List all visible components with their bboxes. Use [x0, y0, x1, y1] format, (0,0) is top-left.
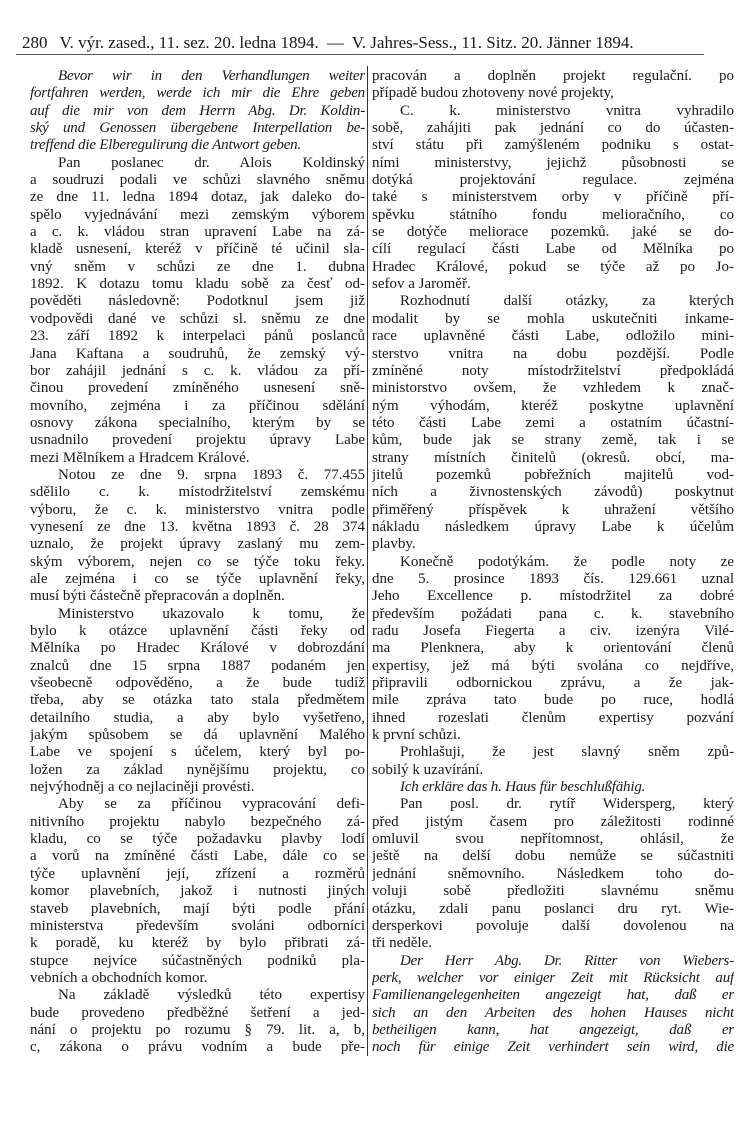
text-line: c, zákona o právu vodním a bude pře- [30, 1039, 365, 1056]
right-column [372, 68, 734, 1057]
paragraph [30, 155, 365, 467]
text-line: vynesení ze dne 13. května 1893 č. 28 374 [30, 518, 365, 535]
text-line: a vorů na zmíněné části Labe, dále co se [30, 848, 365, 865]
text-line: Pan posl. dr. rytíř Widersperg, který [400, 796, 734, 813]
text-line: dersperkovi povoluje další dovolenou na [372, 917, 734, 934]
text-line: případě budou zhotoveny nové projekty, [372, 85, 614, 102]
text-line: nání o projektu po rozumu § 79. lit. a, b, [30, 1021, 365, 1038]
text-line: noch für einige Zeit verhindert sein wird, die [372, 1039, 734, 1056]
text-line: otázku, zdali panu poslanci dru ryt. Wie- [372, 900, 734, 917]
text-line: ihned rozeslati členům expertisy pozvání [372, 709, 734, 726]
text-line: movního, zejména i za příčinou sdělání [30, 397, 365, 414]
text-line: cílí regulací části Labe od Mělníka po [372, 241, 734, 258]
text-line: a c. k. vládou stran upravení Labe na zá- [30, 224, 365, 241]
text-line: tři neděle. [372, 935, 432, 952]
text-line: dne 5. prosince 1893 čís. 129.661 uznal [372, 570, 734, 587]
text-line: třeba, aby se otázka tato stala předmětem [30, 692, 365, 709]
text-line: detailního studia, a aby bylo vyšetřeno, [30, 709, 365, 726]
text-line: jednání sněmovního. Následkem toho do- [372, 865, 734, 882]
text-line: výboru, že c. k. ministerstvo vnitra podle [30, 501, 365, 518]
text-line: Konečně podotýkám. že podle noty ze [400, 553, 734, 570]
text-line: Notou ze dne 9. srpna 1893 č. 77.455 [58, 466, 365, 483]
text-line: modalit by se mohla uskutečniti inkame- [372, 310, 734, 327]
text-line: strany místních činitelů (okresů. obcí, ma- [372, 449, 734, 466]
paragraph [30, 68, 365, 155]
text-line: ministerstva především svoláni odborníci [30, 917, 365, 934]
text-line: této části Labe zemi a ostatním účastní- [372, 414, 734, 431]
text-line: k první schůzi. [372, 727, 461, 744]
text-line: ze dne 11. ledna 1894 dotaz, jak daleko do- [30, 189, 365, 206]
text-line: ních a živnostenských závodů) poskytnut [372, 484, 734, 501]
text-line: vodpovědi dané ve schůzi sl. sněmu ze dne [30, 310, 365, 327]
text-line: nákladu následkem úpravy Labe k účelům [372, 518, 734, 535]
text-line: sobě, zahájiti pak jednání co do účasten- [372, 120, 734, 137]
paragraph [372, 744, 734, 779]
paragraph [372, 293, 734, 553]
text-line: perk, welcher vor einiger Zeit mit Rücksicht auf [372, 969, 734, 986]
text-line: připravili odbornickou zprávu, a že jak- [372, 675, 734, 692]
text-line: ský und Genossen übergebene Interpellation be- [30, 120, 365, 137]
paragraph [30, 606, 365, 797]
text-line: bor zahájil jednání s c. k. vládou za pří- [30, 362, 365, 379]
running-header [22, 33, 702, 53]
text-line: treffend die Elberegulirung die Antwort geben. [30, 137, 302, 154]
text-line: usnadnilo provedení projektu úpravy Labe [30, 432, 365, 449]
text-line: mezi Mělníkem a Hradcem Králové. [30, 449, 250, 466]
paragraph [30, 796, 365, 987]
text-line: musí býti částečně přepracován a doplněn. [30, 588, 285, 605]
text-line: kům, bude jak se strany země, tak i se [372, 432, 734, 449]
text-line: Familienangelegenheiten angezeigt hat, daß er [372, 987, 734, 1004]
text-line: Rozhodnutí další otázky, za kterých [400, 293, 734, 310]
text-line: Jana Kaftana a soudruhů, že zemský vý- [30, 345, 365, 362]
text-line: ale zejména i co se týče uplavnění řeky, [30, 570, 365, 587]
text-line: betheiligen kann, hat angezeigt, daß er [372, 1021, 734, 1038]
text-line: Pan poslanec dr. Alois Koldinský [58, 154, 365, 171]
text-line: Jeho Excellence p. místodržitel za dobré [372, 588, 734, 605]
text-line: ními ministerstvy, jejichž působnosti se [372, 154, 734, 171]
text-line: osnovy zákona specialního, kterým by se [30, 414, 365, 431]
text-line: nitivního projektu nabylo bezpečného zá- [30, 813, 365, 830]
text-line: bylo k otázce uplavnění části řeky od [30, 623, 365, 639]
text-line: omluvil svou nepřítomnost, ohlásil, že [372, 831, 734, 848]
text-line: činou provedení zmíněného usnesení sně- [30, 380, 365, 397]
text-line: Prohlašuji, že jest slavný sněm způ- [400, 744, 734, 761]
text-line: zmíněné noty místodržitelství předpokládá [372, 362, 734, 379]
text-line: k poradě, ku kteréž by bylo přibrati zá- [30, 935, 365, 952]
text-line: auf die mir von dem Herrn Abg. Dr. Koldin- [30, 102, 365, 119]
text-line: přiměřený příspěvek k uhražení většího [372, 501, 734, 518]
text-line: vný sněm v schůzi ze dne 1. dubna [30, 258, 365, 275]
text-line: ložen za základ nynějšímu projektu, co [30, 761, 365, 778]
text-line: Na základě výsledků této expertisy [58, 987, 365, 1004]
paragraph [372, 953, 734, 1057]
text-line: všeobecně odpověděno, a že bude tudíž [30, 675, 365, 692]
header-dash: — [326, 33, 344, 52]
text-line: Ministerstvo ukazovalo k tomu, že [58, 605, 365, 622]
text-line: kladu, co se týče požadavku plavby lodí [30, 831, 365, 848]
text-line: ministorstvo ovšem, že vzhledem k znač- [372, 380, 734, 397]
paragraph [372, 779, 734, 796]
text-line: 1892. K dotazu tomu kladu sobě za česť od- [30, 276, 365, 293]
text-line: Hradec Králové, pokud se týče až po Jo- [372, 258, 734, 275]
text-line: a soudruzi podali ve schůzi slavného sněmu [30, 172, 365, 189]
text-line: spěvku státního fondu melioračního, co [372, 206, 734, 223]
text-line: nejvýhodněj a co nejlaciněji provésti. [30, 779, 255, 796]
text-line: stupce nejvíce súčastněných podniků pla- [30, 952, 365, 969]
text-line: Bevor wir in den Verhandlungen weiter [58, 68, 365, 84]
text-line: ským výborem, nejen co se týče toku řeky. [30, 553, 365, 570]
left-column [30, 68, 365, 1057]
text-line: jitelů pozemků pobřežních majitelů vod- [372, 466, 734, 483]
text-line: sich an den Arbeiten des hohen Hauses nicht [372, 1004, 734, 1021]
text-line: ještě na delší dobu nemůže se súčastniti [372, 848, 734, 865]
paragraph [30, 467, 365, 606]
text-line: sterstvo vnitra na dobu pozdější. Podle [372, 345, 734, 362]
paragraph [372, 68, 734, 103]
paragraph [372, 796, 734, 952]
text-line: plavby. [372, 536, 416, 553]
text-line: ství státu při zamýšleném podniku s ostat- [372, 137, 734, 154]
text-line: vebních a obchodních komor. [30, 969, 208, 986]
text-line: fortfahren werden, werde ich mir die Ehre geben [30, 85, 365, 102]
paragraph [30, 987, 365, 1056]
text-line: bude provedeno předběžné šetření a jed- [30, 1004, 365, 1021]
text-line: Ich erkläre das h. Haus für beschlußfähig. [400, 779, 646, 796]
text-line: spělo vyjednávání mezi zemským výborem [30, 206, 365, 223]
text-line: radu Josefa Fiegerta a civ. izenýra Vilé- [372, 623, 734, 639]
text-line: Der Herr Abg. Dr. Ritter von Wiebers- [400, 952, 734, 969]
text-line: především požádati pana c. k. stavebního [372, 605, 734, 622]
text-line: se dotýče meliorace pozemků. jaké se do- [372, 224, 734, 241]
text-line: expertisy, jež má býti svolána co nejdříve, [372, 657, 734, 674]
text-line: C. k. ministerstvo vnitra vyhradilo [400, 102, 734, 119]
text-line: Mělníka po Hradec Králové v dobrozdání [30, 640, 365, 657]
text-line: voluji sobě předložiti slavnému sněmu [372, 883, 734, 900]
text-line: znalců dne 15 srpna 1887 podaném jen [30, 657, 365, 674]
text-line: sobilý k uzavírání. [372, 761, 484, 778]
header-rule [16, 54, 704, 55]
text-line: Labe ve spojení s účelem, který byl po- [30, 744, 365, 761]
paragraph [372, 554, 734, 745]
text-line: ma Plenknera, aby k orientování členů [372, 640, 734, 657]
page-number: 280 [22, 33, 48, 52]
text-line: jakým spůsobem se dá uplavnění Malého [30, 727, 365, 744]
text-line: dotýká projektování regulace. zejména [372, 172, 734, 189]
text-line: 23. září 1892 k interpelaci pánů poslanců [30, 328, 365, 345]
text-line: kladě usnesení, kteréž v příčině té učinil sla- [30, 241, 365, 258]
paragraph [372, 103, 734, 294]
text-line: mile zpráva tato bude po ruce, hodlá [372, 692, 734, 709]
text-line: ným výhodám, kteréž poskytne uplavnění [372, 397, 734, 414]
text-line: staveb plavebních, mají býti podle přání [30, 900, 365, 917]
text-line: uznalo, že projekt úpravy zaslaný mu zem- [30, 536, 365, 553]
text-line: také s ministerstvem orby v příčině pří- [372, 189, 734, 206]
text-line: Aby se za příčinou vypracování defi- [58, 796, 365, 813]
text-line: pověděti následovně: Podotknul jsem již [30, 293, 365, 310]
text-line: sdělilo c. k. místodržitelství zemskému [30, 484, 365, 501]
column-divider [367, 66, 368, 1056]
header-czech: V. výr. zased., 11. sez. 20. ledna 1894. [59, 33, 319, 52]
text-line: pracován a doplněn projekt regulační. po [372, 68, 734, 84]
text-line: před jistým časem pro záležitosti rodinné [372, 813, 734, 830]
text-line: sefov a Jaroměř. [372, 276, 471, 293]
text-line: týče uplavnění její, zřízení a rozměrů [30, 865, 365, 882]
text-line: race uplavněné části Labe, odložilo mini- [372, 328, 734, 345]
header-german: V. Jahres-Sess., 11. Sitz. 20. Jänner 1894. [351, 33, 634, 52]
text-line: komor plavebních, jakož i nutnosti jiných [30, 883, 365, 900]
